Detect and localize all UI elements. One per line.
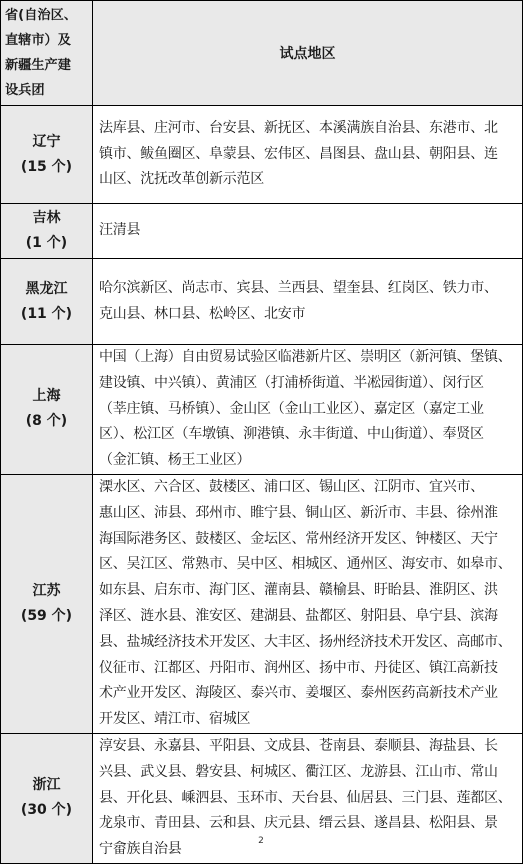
page-number: 2 xyxy=(258,836,264,846)
area-line: 县、开化县、嵊泗县、玉环市、天台县、仙居县、三门县、莲都区、 xyxy=(99,789,512,806)
province-name: 上海 xyxy=(32,388,61,405)
province-cell xyxy=(1,345,93,475)
area-line: 哈尔滨新区、尚志市、宾县、兰西县、望奎县、红岗区、铁力市、 xyxy=(99,279,498,296)
area-cell xyxy=(93,204,523,259)
province-count: (59 个) xyxy=(20,607,73,624)
area-line: 建设镇、中兴镇）、黄浦区（打浦桥街道、半凇园街道）、闵行区 xyxy=(99,374,484,391)
area-line: （莘庄镇、马桥镇）、金山区（金山工业区）、嘉定区（嘉定工业 xyxy=(99,400,484,417)
area-line: 术产业开发区、海陵区、泰兴市、姜堰区、泰州医药高新技术产业 xyxy=(99,685,498,702)
area-line: 泽区、涟水县、淮安区、建湖县、盐都区、射阳县、阜宁县、滨海 xyxy=(99,607,498,624)
table-header-row xyxy=(1,1,523,106)
area-cell xyxy=(93,106,523,204)
province-count: (11 个) xyxy=(20,305,73,322)
table-row xyxy=(1,204,523,259)
province-cell xyxy=(1,259,93,345)
header-province-line: 直辖市）及 xyxy=(5,33,71,48)
province-name: 辽宁 xyxy=(32,133,61,150)
province-name: 吉林 xyxy=(32,210,61,226)
area-line: 汪清县 xyxy=(99,222,141,239)
area-line: 兴县、武义县、磐安县、柯城区、衢江区、龙游县、江山市、常山 xyxy=(99,763,498,780)
province-count: (30 个) xyxy=(20,802,73,819)
province-count: (8 个) xyxy=(25,413,68,430)
area-line: 山区、沈抚改革创新示范区 xyxy=(99,171,264,188)
area-cell xyxy=(93,474,523,733)
area-line: 法库县、庄河市、台安县、新抚区、本溪满族自治县、东港市、北 xyxy=(99,119,498,136)
area-line: 如东县、启东市、海门区、灌南县、赣榆县、盱眙县、淮阴区、洪 xyxy=(99,582,498,599)
header-province-line: 新疆生产建 xyxy=(5,58,71,73)
area-line: 中国（上海）自由贸易试验区临港新片区、崇明区（新河镇、堡镇、 xyxy=(99,349,512,365)
area-line: 区、吴江区、常熟市、吴中区、相城区、通州区、海安市、如皋市、 xyxy=(99,556,512,573)
area-line: 龙泉市、青田县、云和县、庆元县、缙云县、遂昌县、松阳县、景 xyxy=(99,815,498,832)
area-line: 克山县、林口县、松岭区、北安市 xyxy=(99,305,306,322)
header-province xyxy=(1,1,93,106)
area-line: 宁畲族自治县 xyxy=(99,841,182,858)
area-line: （金汇镇、杨王工业区） xyxy=(99,452,251,469)
area-line: 海国际港务区、鼓楼区、金坛区、常州经济开发区、钟楼区、天宁 xyxy=(99,530,498,547)
province-name: 黑龙江 xyxy=(25,280,68,297)
province-count: (1 个) xyxy=(25,235,68,251)
table-row xyxy=(1,106,523,204)
table-row xyxy=(1,345,523,475)
area-line: 惠山区、沛县、邳州市、睢宁县、铜山区、新沂市、丰县、徐州淮 xyxy=(99,504,498,521)
area-line: 区）、松江区（车墩镇、泖港镇、永丰街道、中山街道）、奉贤区 xyxy=(99,426,484,443)
table-row xyxy=(1,474,523,733)
province-name: 浙江 xyxy=(32,777,61,794)
area-line: 开发区、靖江市、宿城区 xyxy=(99,711,251,728)
area-line: 淳安县、永嘉县、平阳县、文成县、苍南县、泰顺县、海盐县、长 xyxy=(99,737,498,754)
header-province-line: 设兵团 xyxy=(5,83,45,98)
header-province-line: 省(自治区、 xyxy=(5,8,77,23)
area-line: 县、盐城经济技术开发区、大丰区、扬州经济技术开发区、高邮市、 xyxy=(99,633,512,650)
area-cell xyxy=(93,259,523,345)
province-name: 江苏 xyxy=(32,582,61,599)
area-line: 仪征市、江都区、丹阳市、润州区、扬中市、丹徒区、镇江高新技 xyxy=(99,659,498,676)
table-row xyxy=(1,259,523,345)
area-cell xyxy=(93,345,523,475)
area-line: 镇市、鲅鱼圈区、阜蒙县、宏伟区、昌图县、盘山县、朝阳县、连 xyxy=(99,145,498,162)
header-area: 试点地区 xyxy=(93,1,523,106)
area-line: 溧水区、六合区、鼓楼区、浦口区、锡山区、江阴市、宜兴市、 xyxy=(99,478,484,495)
province-cell xyxy=(1,204,93,259)
province-cell xyxy=(1,474,93,733)
province-cell xyxy=(1,106,93,204)
province-count: (15 个) xyxy=(20,158,73,175)
